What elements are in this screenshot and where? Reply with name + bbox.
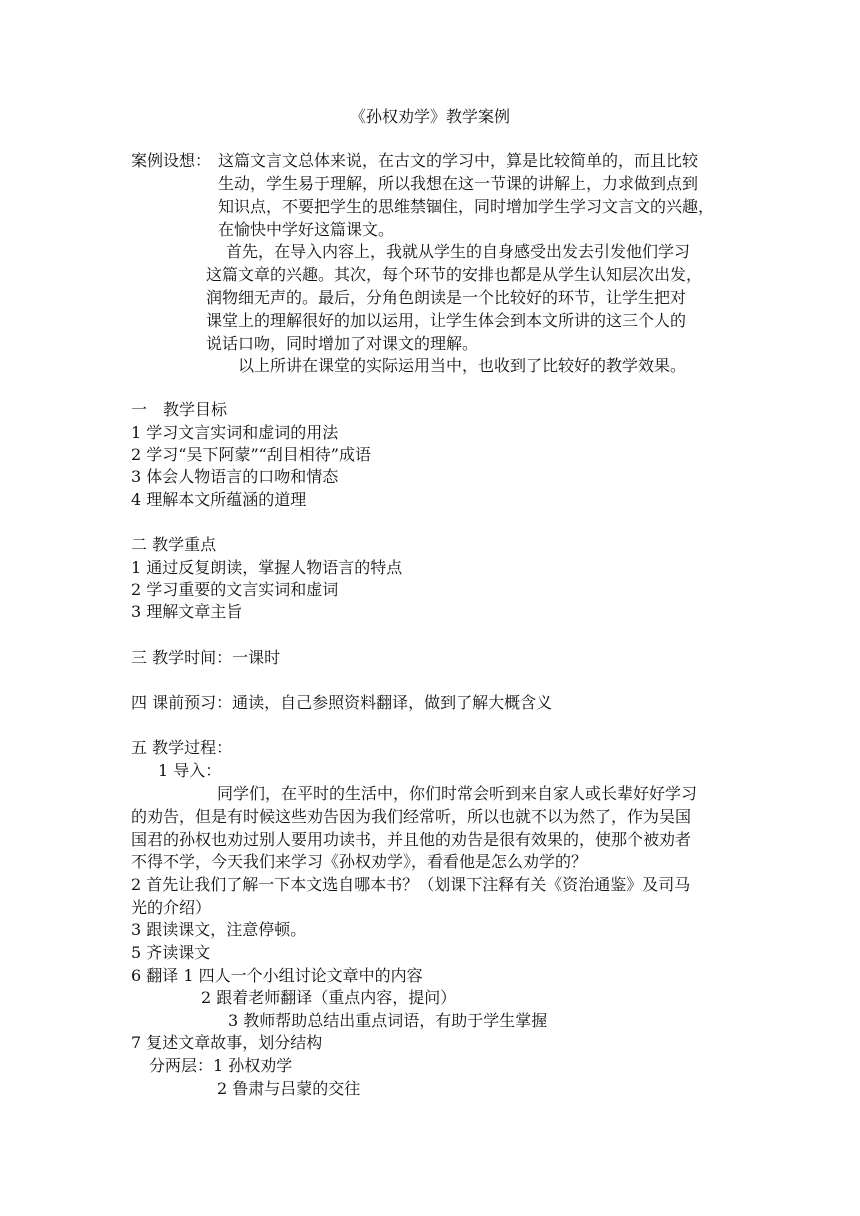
step6-c: 3 教师帮助总结出重点词语，有助于学生掌握 [228,1011,548,1030]
document-title: 《孙权劝学》教学案例 [349,107,510,126]
key-point-item: 2 学习重要的文言实词和虚词 [131,580,339,599]
design-p2-line-5: 说话口吻，同时增加了对课文的理解。 [206,334,479,353]
intro-line-3: 国君的孙权也劝过别人要用功读书，并且他的劝告是很有效果的，使那个被劝者 [131,830,692,849]
key-point-item: 1 通过反复朗读，掌握人物语言的特点 [131,558,403,577]
design-label: 案例设想： [131,151,212,170]
objective-item: 4 理解本文所蕴涵的道理 [131,490,307,509]
design-p2-line-3: 润物细无声的。最后，分角色朗读是一个比较好的环节，让学生把对 [206,288,687,307]
step2-line-2: 光的介绍） [131,898,212,917]
intro-line-1: 同学们，在平时的生活中，你们时常会听到来自家人或长辈好好学习 [217,784,698,803]
design-p2-line-2: 这篇文章的兴趣。其次，每个环节的安排也都是从学生认知层次出发， [206,265,703,284]
step2-line-1: 2 首先让我们了解一下本文选自哪本书？（划课下注释有关《资治通鉴》及司马 [131,875,691,894]
objective-item: 1 学习文言实词和虚词的用法 [131,423,339,442]
process-heading: 五 教学过程： [131,738,233,757]
intro-line-4: 不得不学，今天我们来学习《孙权劝学》，看看他是怎么劝学的？ [131,852,588,871]
step6-b: 2 跟着老师翻译（重点内容，提问） [201,988,457,1007]
design-p1-line-3: 知识点，不要把学生的思维禁锢住，同时增加学生学习文言文的兴趣， [218,197,715,216]
step5: 5 齐读课文 [131,943,211,962]
pre-class-preview: 四 课前预习：通读，自己参照资料翻译，做到了解大概含义 [131,693,553,712]
design-p1-line-4: 在愉快中学好这篇课文。 [218,220,395,239]
design-p1-line-1: 这篇文言文总体来说，在古文的学习中，算是比较简单的，而且比较 [218,151,699,170]
step3: 3 跟读课文，注意停顿。 [131,920,307,939]
step7: 7 复述文章故事，划分结构 [131,1033,323,1052]
layer2: 2 鲁肃与吕蒙的交往 [217,1079,361,1098]
design-p2-line-4: 课堂上的理解很好的加以运用，让学生体会到本文所讲的这三个人的 [206,311,687,330]
teaching-time: 三 教学时间：一课时 [131,648,281,667]
key-point-item: 3 理解文章主旨 [131,602,243,621]
intro-label: 1 导入： [158,761,222,780]
design-p3: 以上所讲在课堂的实际运用当中，也收到了比较好的教学效果。 [238,356,687,375]
objectives-heading: 一 教学目标 [131,400,228,419]
key-points-heading: 二 教学重点 [131,535,217,554]
objective-item: 3 体会人物语言的口吻和情态 [131,467,339,486]
step6: 6 翻译 1 四人一个小组讨论文章中的内容 [131,966,423,985]
intro-line-2: 的劝告，但是有时候这些劝告因为我们经常听，所以也就不以为然了，作为吴国 [131,807,692,826]
objective-item: 2 学习“吴下阿蒙”“刮目相待”成语 [131,445,371,464]
design-p1-line-2: 生动，学生易于理解，所以我想在这一节课的讲解上，力求做到点到 [218,174,699,193]
layers-label: 分两层：1 孙权劝学 [149,1056,293,1075]
design-p2-line-1: 首先，在导入内容上，我就从学生的自身感受出发去引发他们学习 [226,242,691,261]
